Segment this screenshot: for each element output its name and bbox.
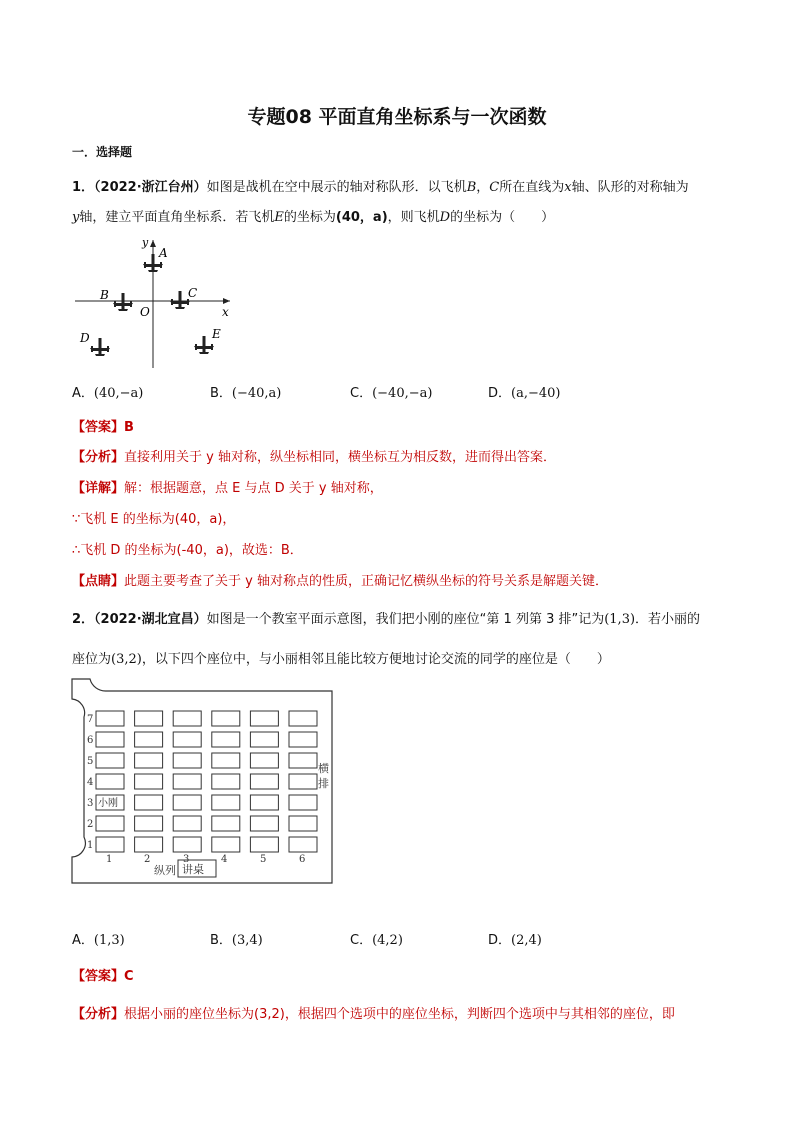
- q1-detail-3: ∴飞机 D 的坐标为(-40，a)，故选：B．: [72, 543, 303, 558]
- q1-source: （2022·浙江台州）: [94, 180, 207, 195]
- seat: [96, 837, 124, 852]
- q1-text: ，: [476, 180, 490, 195]
- q1-var: C: [489, 180, 500, 195]
- q1-comment: [72, 570, 608, 589]
- column-label: 1: [106, 854, 113, 865]
- q1-text: 的坐标为: [283, 210, 336, 225]
- column-label: 3: [183, 854, 190, 865]
- option-label: A．: [72, 933, 94, 948]
- fig-label-x: x: [222, 305, 229, 319]
- row-label: 3: [87, 798, 94, 809]
- seat: [173, 753, 201, 768]
- fig-label-a: A: [159, 246, 168, 260]
- seat: [135, 795, 163, 810]
- q1-coord: (40，a): [335, 210, 388, 225]
- x-axis-arrow-icon: [223, 298, 230, 304]
- column-label: 5: [260, 854, 267, 865]
- fig-label-b: B: [100, 288, 109, 302]
- seat: [173, 795, 201, 810]
- column-label: 6: [299, 854, 306, 865]
- q2-number: 2．: [72, 612, 95, 627]
- q2-text: 如图是一个教室平面示意图，我们把小刚的座位“第 1 列第 3 排”记为: [206, 612, 605, 627]
- seat: [135, 711, 163, 726]
- q2-text: ．若小丽的: [635, 612, 701, 627]
- detail-tag: 【详解】: [72, 481, 125, 496]
- row-label: 4: [87, 777, 94, 788]
- q1-analysis: [72, 446, 556, 465]
- option-label: B．: [210, 386, 232, 401]
- option-value: (3,4): [231, 933, 263, 948]
- q1-detail-1: [72, 477, 383, 496]
- plane-c-icon: [170, 291, 190, 309]
- seat: [250, 837, 278, 852]
- zonglie-label: 纵列: [154, 864, 176, 877]
- seat: [289, 753, 317, 768]
- row-labels: [87, 714, 93, 851]
- analysis-text: 直接利用关于 y 轴对称，纵坐标相同，横坐标互为相反数，进而得出答案．: [124, 450, 556, 465]
- q1-var: B: [466, 180, 477, 195]
- q1-text: 的坐标为（ ）: [450, 210, 555, 225]
- q1-answer: [72, 416, 134, 435]
- q2-answer: [72, 965, 134, 984]
- q1-option-b[interactable]: [210, 382, 281, 401]
- seat: [96, 753, 124, 768]
- seat: [135, 816, 163, 831]
- option-label: A．: [72, 386, 94, 401]
- q2-line-1: [72, 608, 700, 627]
- y-axis-arrow-icon: [150, 240, 156, 247]
- q2-analysis: [72, 1003, 675, 1022]
- q1-figure-formation: [70, 232, 240, 372]
- seat: [173, 711, 201, 726]
- fig-label-y: y: [142, 236, 149, 249]
- q1-detail-2: ∵飞机 E 的坐标为(40，a)，: [72, 512, 236, 527]
- seat: [212, 795, 240, 810]
- q1-text: 所在直线为: [499, 180, 565, 195]
- page-title: 专题08 平面直角坐标系与一次函数: [247, 106, 547, 128]
- seat: [212, 732, 240, 747]
- q2-source: （2022·湖北宜昌）: [94, 612, 207, 627]
- q1-line-1: [72, 176, 689, 195]
- fig-label-e: E: [212, 327, 221, 341]
- seat: [173, 732, 201, 747]
- option-value: (a,−40): [511, 386, 561, 401]
- analysis-text: 根据小丽的座位坐标为(3,2)，根据四个选项中的座位坐标，判断四个选项中与其相邻的座位，即: [124, 1007, 675, 1022]
- q2-coord: (1,3): [604, 612, 636, 627]
- seat: [289, 816, 317, 831]
- jiangzhuo-label: 讲桌: [182, 863, 204, 876]
- row-label: 7: [87, 714, 94, 725]
- seat: [135, 837, 163, 852]
- option-label: D．: [488, 386, 512, 401]
- seat: [289, 837, 317, 852]
- q2-figure-classroom: [70, 677, 334, 885]
- q1-option-c[interactable]: [350, 382, 432, 401]
- fig-label-d: D: [80, 331, 90, 345]
- option-value: (−40,a): [231, 386, 282, 401]
- option-label: B．: [210, 933, 232, 948]
- seat: [212, 753, 240, 768]
- q1-option-a[interactable]: [72, 382, 143, 401]
- row-label: 1: [87, 840, 94, 851]
- column-label: 2: [144, 854, 151, 865]
- q1-var: E: [274, 210, 284, 225]
- q2-option-c[interactable]: [350, 929, 403, 948]
- option-label: C．: [350, 386, 373, 401]
- q2-text: 座位为: [72, 652, 112, 667]
- seat: [96, 774, 124, 789]
- seat: [212, 711, 240, 726]
- section-heading: 一．选择题: [72, 145, 133, 159]
- pai-label: 排: [318, 777, 329, 790]
- seat: [96, 732, 124, 747]
- seat: [135, 774, 163, 789]
- seat: [96, 816, 124, 831]
- q2-option-a[interactable]: [72, 929, 125, 948]
- seat: [135, 732, 163, 747]
- row-label: 2: [87, 819, 94, 830]
- seat: [212, 816, 240, 831]
- seat: [289, 774, 317, 789]
- analysis-tag: 【分析】: [72, 450, 125, 465]
- seat: [212, 837, 240, 852]
- column-label: 4: [221, 854, 228, 865]
- option-value: (2,4): [511, 933, 542, 948]
- q2-coord: (3,2): [111, 652, 142, 667]
- q1-option-d[interactable]: [488, 382, 560, 401]
- q2-line-2: [72, 648, 610, 667]
- fig-label-c: C: [188, 286, 198, 300]
- q1-var: y: [72, 210, 80, 225]
- q1-line-2: [72, 206, 554, 225]
- seat: [250, 795, 278, 810]
- seat: [173, 816, 201, 831]
- q1-var: D: [439, 210, 451, 225]
- q1-var: x: [564, 180, 572, 195]
- q1-text: ，则飞机: [387, 210, 440, 225]
- xiaogang-label: 小刚: [98, 798, 118, 809]
- seat: [289, 711, 317, 726]
- seat: [250, 753, 278, 768]
- seat-grid: [96, 711, 317, 852]
- option-value: (40,−a): [93, 386, 144, 401]
- seat: [250, 774, 278, 789]
- seat: [289, 732, 317, 747]
- heng-label: 横: [318, 762, 329, 775]
- seat: [135, 753, 163, 768]
- seat: [173, 837, 201, 852]
- fig-label-o: O: [140, 305, 150, 319]
- q2-text: ，以下四个座位中，与小丽相邻且能比较方便地讨论交流的同学的座位是（ ）: [141, 652, 610, 667]
- q2-option-d[interactable]: [488, 929, 542, 948]
- seat: [96, 711, 124, 726]
- comment-text: 此题主要考查了关于 y 轴对称点的性质，正确记忆横纵坐标的符号关系是解题关键．: [124, 574, 608, 589]
- row-label: 5: [87, 756, 94, 767]
- q2-option-b[interactable]: [210, 929, 263, 948]
- seat: [250, 732, 278, 747]
- option-label: D．: [488, 933, 512, 948]
- option-value: (4,2): [372, 933, 403, 948]
- analysis-tag: 【分析】: [72, 1007, 125, 1022]
- seat: [250, 711, 278, 726]
- seat: [173, 774, 201, 789]
- answer-value: B: [124, 420, 134, 435]
- answer-tag: 【答案】: [72, 420, 125, 435]
- q1-text: 轴、队形的对称轴为: [571, 180, 689, 195]
- plane-d-icon: [90, 338, 110, 356]
- seat: [212, 774, 240, 789]
- answer-tag: 【答案】: [72, 969, 125, 984]
- option-value: (1,3): [93, 933, 125, 948]
- seat: [289, 795, 317, 810]
- comment-tag: 【点睛】: [72, 574, 125, 589]
- q1-number: 1．: [72, 180, 95, 195]
- option-value: (−40,−a): [372, 386, 433, 401]
- seat: [250, 816, 278, 831]
- detail-text: 解：根据题意，点 E 与点 D 关于 y 轴对称，: [124, 481, 383, 496]
- plane-e-icon: [194, 336, 214, 354]
- option-label: C．: [350, 933, 373, 948]
- row-label: 6: [87, 735, 94, 746]
- answer-value: C: [124, 969, 134, 984]
- q1-text: 轴，建立平面直角坐标系．若飞机: [79, 210, 275, 225]
- q1-text: 如图是战机在空中展示的轴对称队形．以飞机: [206, 180, 467, 195]
- plane-b-icon: [113, 293, 133, 311]
